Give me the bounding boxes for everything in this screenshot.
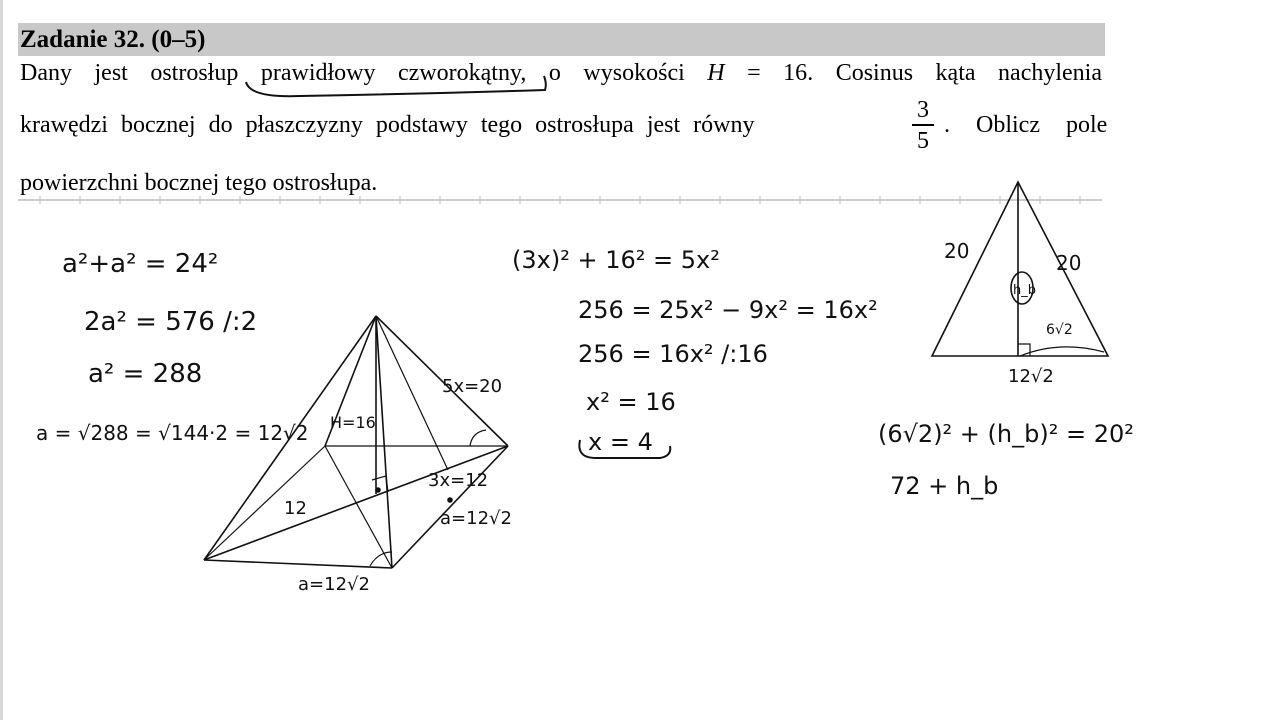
problem-text: Dany jest ostrosłup [20,60,239,86]
triangle-labels [944,239,1081,387]
problem-text-underlined: prawidłowy czworokątny, [260,60,527,86]
note-mid-2: 256 = 25x² − 9x² = 16x² [578,296,878,324]
label-base-side-right: a=12√2 [440,508,512,529]
note-left-1: a²+a² = 24² [62,249,219,279]
label-height: H=16 [330,413,376,432]
label-half-base: 6√2 [1046,322,1073,338]
problem-text: . Oblicz pole [944,112,1108,138]
label-half-diagonal: 3x=12 [428,470,489,491]
problem-text: . Cosinus kąta nachylenia [807,60,1102,86]
label-right-side: 20 [1056,251,1082,275]
problem-text: powierzchni bocznej tego ostrosłupa. [20,170,378,196]
note-right-2: 72 + h_b [890,472,999,500]
note-mid-4: x² = 16 [586,388,676,416]
label-base-side-bottom: a=12√2 [298,574,370,595]
note-left-4: a = √288 = √144·2 = 12√2 [36,421,309,445]
notes-right [878,420,1134,500]
label-left-side: 20 [944,239,970,263]
underline-mark [246,76,546,96]
height-variable: H [707,60,725,86]
label-base: 12√2 [1008,366,1054,387]
fraction-numerator: 3 [917,97,929,123]
note-right-1: (6√2)² + (h_b)² = 20² [878,420,1134,448]
task-title: Zadanie 32. (0–5) [20,26,206,53]
note-mid-3: 256 = 16x² /:16 [578,340,768,368]
problem-text: o wysokości [548,60,685,86]
fraction-denominator: 5 [917,127,929,154]
label-height-hb: h_b [1013,283,1036,298]
notes-left [36,249,309,445]
label-diag-half: 12 [284,498,307,519]
note-left-2: 2a² = 576 /:2 [84,307,258,337]
triangle-drawing [932,182,1108,356]
height-value: = 16 [724,60,808,86]
note-mid-1: (3x)² + 16² = 5x² [512,246,720,274]
problem-text: krawędzi bocznej do płaszczyzny podstawy tego ostrosłupa jest równy [20,112,755,138]
note-mid-5: x = 4 [588,428,653,456]
notes-middle [512,246,878,456]
note-left-3: a² = 288 [88,359,203,389]
label-edge: 5x=20 [442,376,503,397]
